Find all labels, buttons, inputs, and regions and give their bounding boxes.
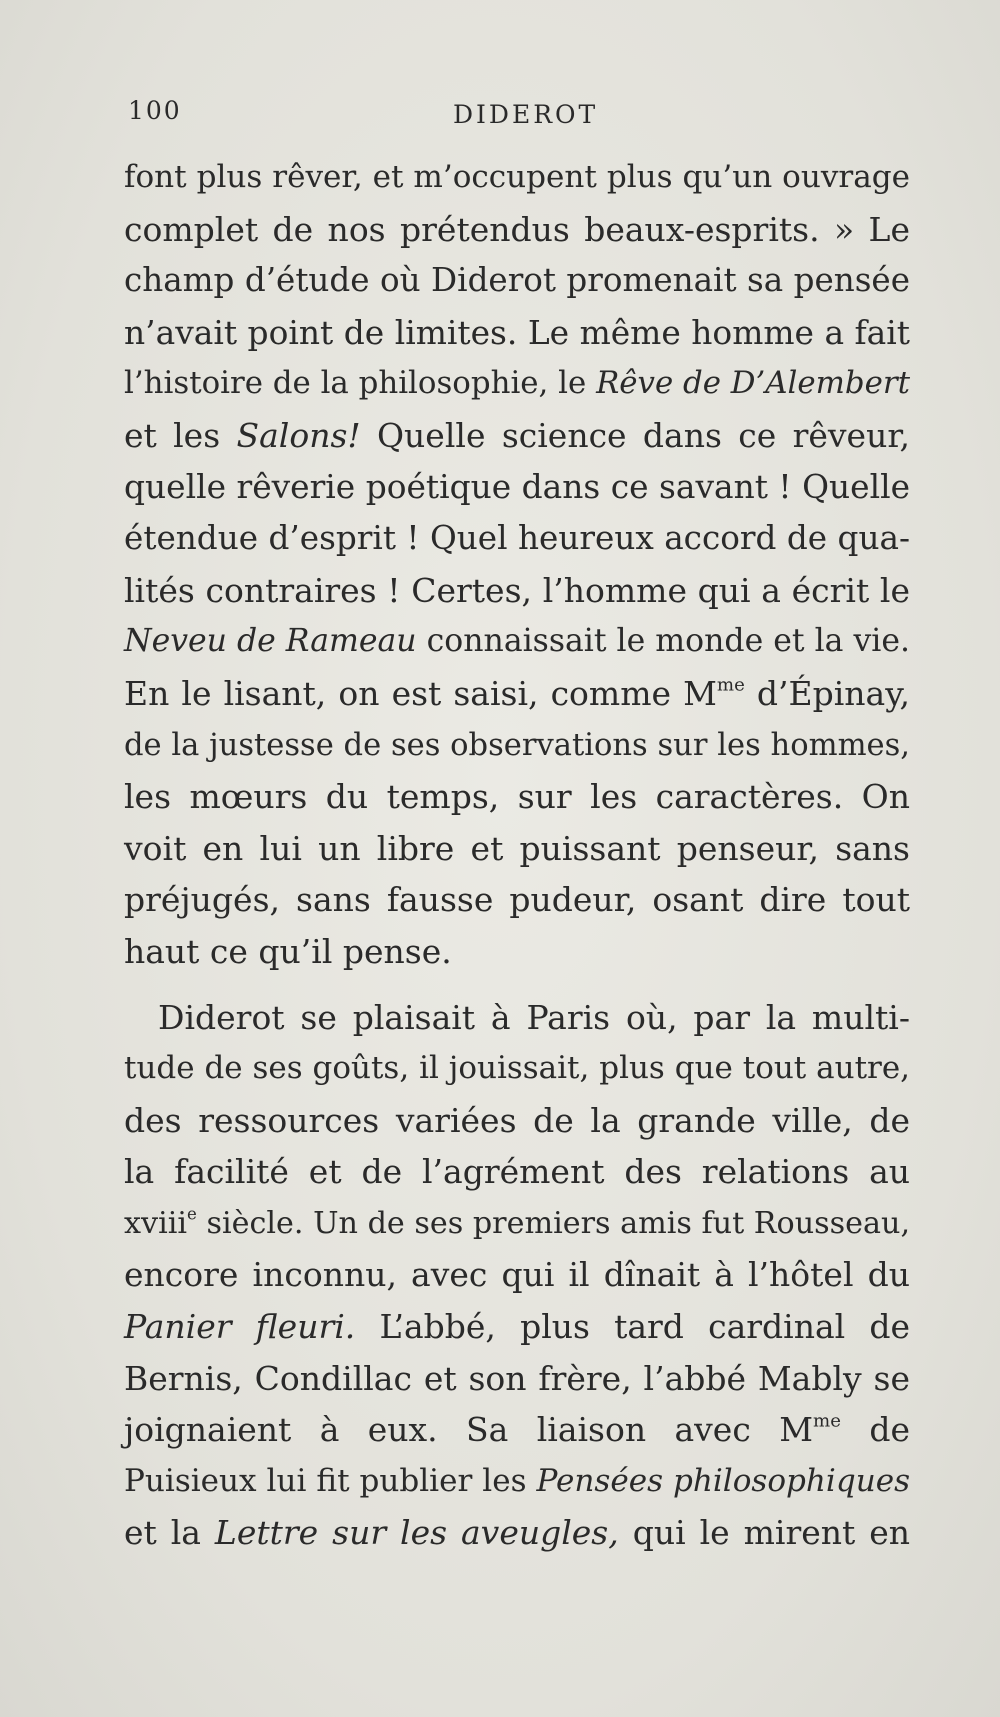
italic-title: Pensées philosophiques (536, 1462, 911, 1499)
page-body (124, 152, 910, 1559)
text-run: qui le mirent en (632, 1513, 910, 1553)
text-line (124, 1456, 910, 1508)
text-line: haut ce qu’il pense. (124, 931, 452, 971)
text-line: voit en lui un libre et puissant penseur, sans (124, 828, 910, 868)
text-run: d’Épinay, (756, 673, 910, 713)
text-line: font plus rêver, et m’occupent plus qu’un ouvrage (124, 159, 910, 195)
text-line: lités contraires ! Certes, l’homme qui a écrit le (124, 570, 910, 610)
paragraph-gap (124, 978, 910, 992)
text-run: En le lisant, on est saisi, comme M (124, 673, 717, 713)
text-line (124, 1404, 910, 1456)
superscript: me (716, 674, 745, 696)
text-run: l’histoire de la philosophie, le (124, 365, 587, 402)
text-line: de la justesse de ses observations sur les hommes, (124, 727, 910, 763)
text-line (124, 1507, 910, 1559)
text-line (124, 358, 910, 410)
italic-title: Rêve de D’Alembert (596, 365, 910, 402)
superscript: e (187, 1204, 197, 1224)
text-line (124, 668, 910, 720)
text-line: préjugés, sans fausse pudeur, osant dire tout (124, 880, 910, 920)
page-number: 100 (128, 96, 182, 125)
text-run: connaissait le monde et la vie. (426, 623, 910, 660)
text-line (124, 616, 910, 668)
text-line: la facilité et de l’agrément des relations au (124, 1152, 910, 1192)
page-header (128, 96, 908, 130)
italic-title: Salons! (236, 415, 361, 455)
text-run: et les (124, 415, 221, 455)
text-line: champ d’étude où Diderot promenait sa pensée (124, 261, 910, 300)
paragraph-2 (124, 992, 910, 1560)
text-line (124, 1198, 910, 1250)
text-line: Bernis, Condillac et son frère, l’abbé Mably se (124, 1358, 910, 1398)
italic-title: Neveu de Rameau (124, 623, 417, 660)
text-run: Quelle science dans ce rêveur, (377, 415, 910, 455)
paragraph-1 (124, 152, 910, 978)
running-title: DIDEROT (453, 100, 599, 129)
text-line: encore inconnu, avec qui il dînait à l’hôtel du (124, 1255, 910, 1295)
text-line (124, 1301, 910, 1353)
text-line: n’avait point de limites. Le même homme a fait (124, 312, 910, 352)
text-run: de (869, 1410, 911, 1450)
text-line: complet de nos prétendus beaux-esprits. » Le (124, 209, 910, 249)
superscript: me (813, 1410, 841, 1432)
text-line: quelle rêverie poétique dans ce savant ! Quelle (124, 467, 910, 506)
text-line: tude de ses goûts, il jouissait, plus que tout autre, (124, 1050, 910, 1087)
text-line: étendue d’esprit ! Quel heureux accord de qua- (124, 519, 910, 558)
italic-title: Panier fleuri. (124, 1307, 356, 1347)
text-line: les mœurs du temps, sur les caractères. On (124, 777, 910, 817)
text-run: L’abbé, plus tard cardinal de (379, 1307, 910, 1347)
text-run: joignaient à eux. Sa liaison avec M (124, 1410, 814, 1450)
text-run: et la (124, 1513, 201, 1553)
text-line: des ressources variées de la grande ville, de (124, 1100, 910, 1140)
text-line (124, 410, 910, 462)
text-run: xviii (124, 1205, 188, 1241)
text-line: Diderot se plaisait à Paris où, par la multi- (158, 997, 910, 1037)
text-run: Puisieux lui fit publier les (124, 1462, 527, 1499)
italic-title: Lettre sur les aveugles, (214, 1513, 619, 1553)
text-run: siècle. Un de ses premiers amis fut Rousseau, (206, 1205, 911, 1241)
